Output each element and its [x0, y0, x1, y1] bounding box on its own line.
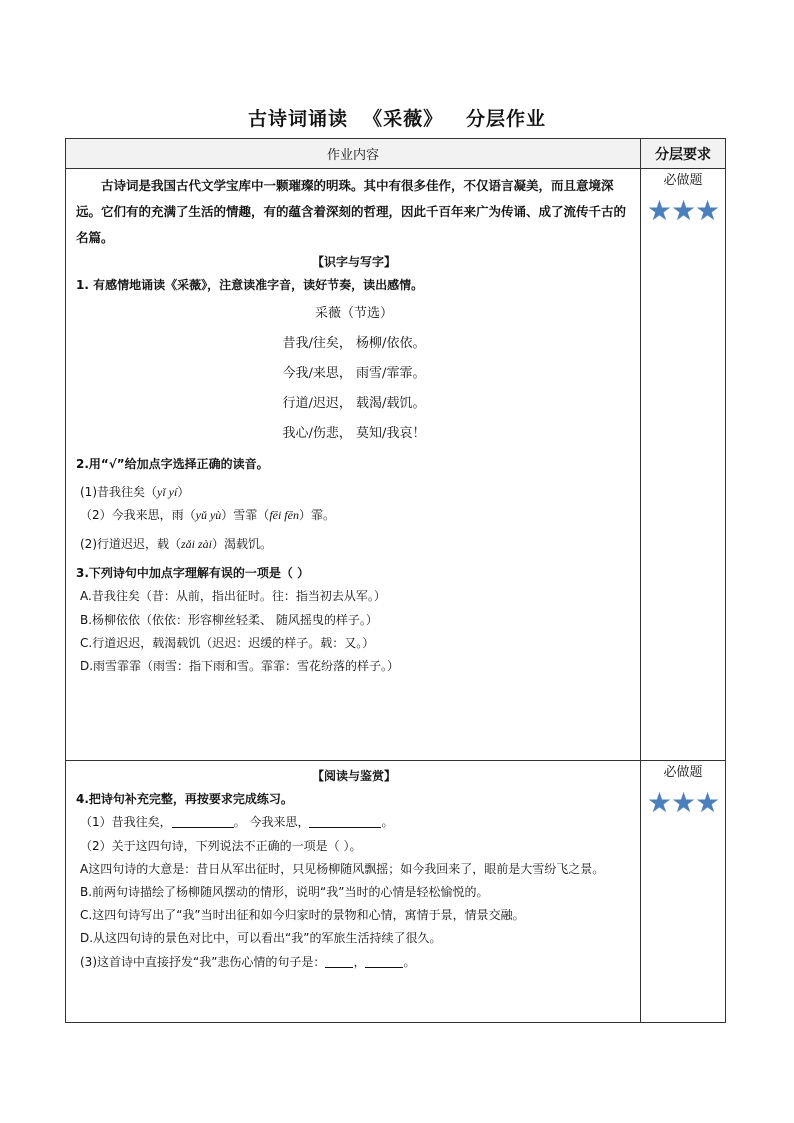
question-4-1	[76, 813, 632, 832]
poem-line: 行道/迟迟， 载渴/载饥。	[282, 396, 426, 412]
question-4-option-d: D.从这四句诗的景色对比中，可以看出“我”的军旅生活持续了很久。	[80, 931, 442, 946]
requirement-label: 必做题	[663, 173, 703, 188]
requirement-label: 必做题	[663, 765, 703, 780]
item-text: 。	[403, 954, 416, 969]
section-heading-literacy: 【识字与写字】	[311, 255, 396, 269]
item-text: (2)行道迟迟，载（	[80, 536, 181, 551]
pinyin-options: yǔ yù	[195, 507, 222, 522]
homework-table	[65, 138, 726, 1023]
page-title: 古诗词诵读 《采薇》 分层作业	[247, 108, 547, 130]
question-4-option-a: A这四句诗的大意是：昔日从军出征时，只见杨柳随风飘摇；如今我回来了，眼前是大雪纷飞之景。	[80, 861, 605, 876]
intro-paragraph: 古诗词是我国古代文学宝库中一颗璀璨的明珠。其中有很多佳作，不仅语言凝美，而且意境深远。它们有的充满了生活的情趣，有的蕴含着深刻的哲理，因此千百年来广为传诵、成了流传千古的名篇。	[76, 178, 627, 245]
question-4-option-b: B.前两句诗描绘了杨柳随风摆动的情形，说明“我”当时的心情是轻松愉悦的。	[80, 884, 489, 899]
table-header-row	[66, 139, 726, 169]
question-2-item-2	[76, 506, 632, 525]
question-1: 1. 有感情地诵读《采薇》，注意读准字音，读好节奏，读出感情。	[76, 278, 424, 293]
section1-content	[66, 169, 641, 761]
question-4-option-c: C.这四句诗写出了“我”当时出征和如今归家时的景物和心情，寓情于景，情景交融。	[80, 908, 525, 923]
section2-content	[66, 761, 641, 1023]
fill-blank	[325, 955, 353, 968]
poem-line: 昔我/往矣， 杨柳/依依。	[282, 336, 426, 352]
header-content: 作业内容	[66, 139, 641, 169]
item-text: ）渴载饥。	[212, 536, 273, 551]
question-4-3	[76, 953, 632, 972]
poem-line: 我心/伤悲， 莫知/我哀！	[282, 426, 426, 442]
item-text: 。 今我来思，	[233, 815, 310, 830]
item-text: 。	[381, 815, 394, 830]
poem-line: 今我/来思， 雨雪/霏霏。	[282, 366, 426, 382]
item-text: （1）昔我往矣，	[80, 815, 172, 830]
question-3-option-d: D.雨雪霏霏（雨雪：指下雨和雪。霏霏：雪花纷落的样子。）	[80, 658, 400, 673]
question-4-2: （2）关于这四句诗，下列说法不正确的一项是（ ）。	[80, 838, 362, 853]
item-text: ）霏。	[298, 507, 335, 522]
question-3-option-c: C.行道迟迟，载渴载饥（迟迟：迟缓的样子。载：又。）	[80, 635, 375, 650]
section-row-1	[66, 169, 726, 761]
item-text: ）雪霏（	[221, 507, 270, 522]
item-text: （2）今我来思，雨（	[80, 507, 196, 522]
three-star-rating-icon: ★★★	[646, 786, 720, 819]
section1-requirement	[641, 169, 726, 761]
poem-title: 采薇（节选）	[314, 306, 393, 322]
pinyin-options: fēi fēn	[269, 507, 299, 522]
pinyin-options: zǎi zài	[181, 536, 213, 551]
item-text: ，	[353, 954, 366, 969]
question-2: 2.用“√”给加点字选择正确的读音。	[76, 457, 269, 472]
pinyin-options: yǐ yí	[157, 484, 178, 499]
fill-blank	[309, 815, 381, 828]
item-text: (1)昔我往矣（	[80, 484, 157, 499]
fill-blank	[365, 955, 403, 968]
question-3-option-a: A.昔我往矣（昔：从前，指出征时。往：指当初去从军。）	[80, 589, 386, 604]
item-text: ）	[177, 484, 190, 499]
fill-blank	[172, 815, 234, 828]
section-heading-reading: 【阅读与鉴赏】	[311, 769, 396, 783]
three-star-rating-icon: ★★★	[646, 194, 720, 227]
question-4: 4.把诗句补充完整，再按要求完成练习。	[76, 792, 293, 807]
section2-requirement	[641, 761, 726, 1023]
question-2-item-3	[76, 535, 632, 554]
header-requirement: 分层要求	[641, 139, 726, 169]
question-2-item-1	[76, 483, 632, 502]
section-row-2	[66, 761, 726, 1023]
item-text: (3)这首诗中直接抒发“我”悲伤心情的句子是：	[80, 954, 326, 969]
question-3: 3.下列诗句中加点字理解有误的一项是（ ）	[76, 566, 310, 581]
question-3-option-b: B.杨柳依依（依依：形容柳丝轻柔、 随风摇曳的样子。）	[80, 612, 378, 627]
